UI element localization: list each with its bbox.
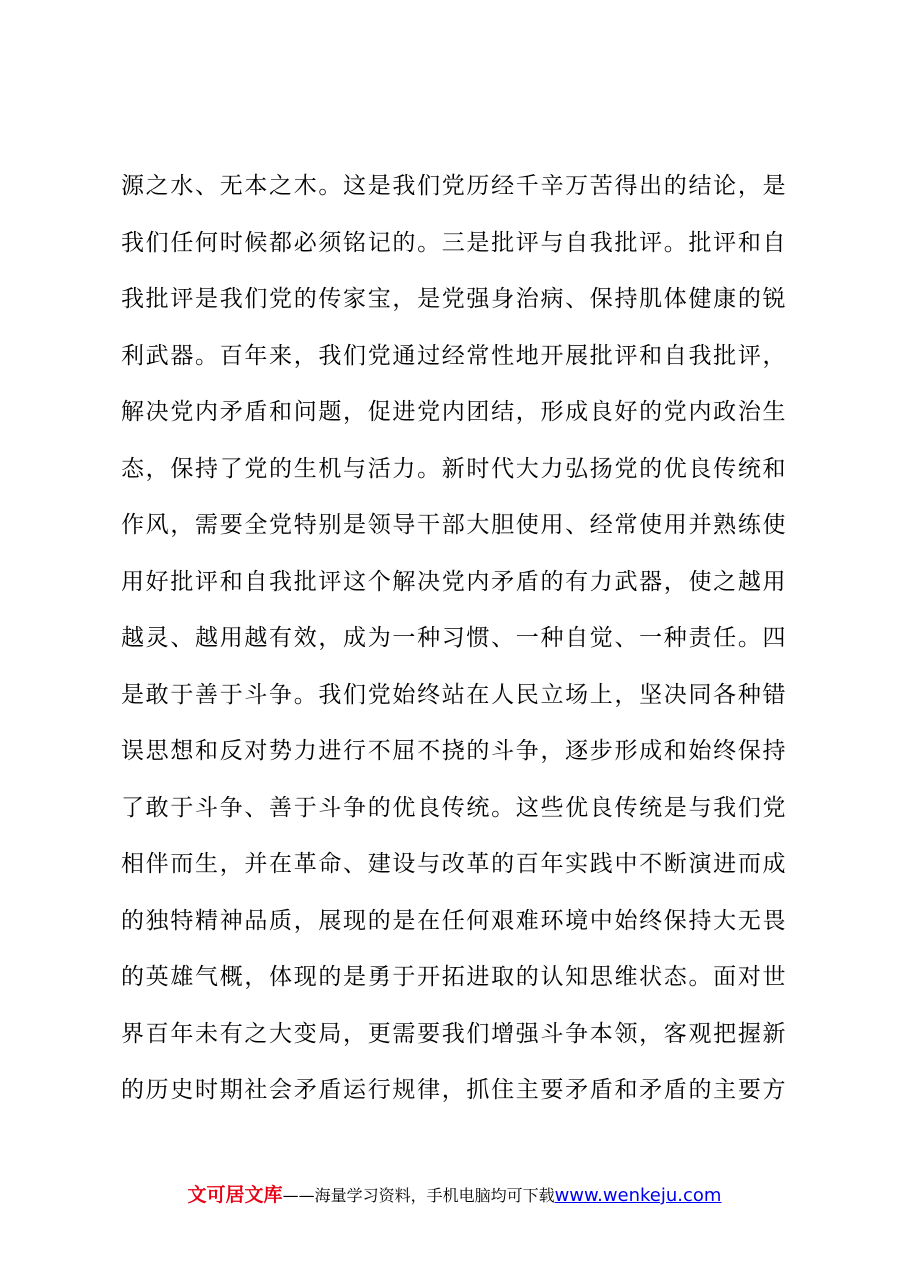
text-line: 源之水、无本之木。这是我们党历经千辛万苦得出的结论，是 [121, 173, 786, 199]
text-line: 的历史时期社会矛盾运行规律，抓住主要矛盾和矛盾的主要方 [121, 1077, 786, 1103]
text-line: 作风，需要全党特别是领导干部大胆使用、经常使用并熟练使 [121, 512, 786, 538]
text-line: 我批评是我们党的传家宝，是党强身治病、保持肌体健康的锐 [121, 286, 786, 312]
text-line: 态，保持了党的生机与活力。新时代大力弘扬党的优良传统和 [121, 455, 786, 482]
text-line: 的英雄气概，体现的是勇于开拓进取的认知思维状态。面对世 [121, 964, 786, 990]
text-line: 越灵、越用越有效，成为一种习惯、一种自觉、一种责任。四 [121, 625, 786, 651]
footer-brand: 文可居文库 [187, 1184, 283, 1206]
text-line: 界百年未有之大变局，更需要我们增强斗争本领，客观把握新 [121, 1020, 786, 1047]
footer-tagline: ——海量学习资料，手机电脑均可下载 [282, 1186, 555, 1205]
text-line: 相伴而生，并在革命、建设与改革的百年实践中不断演进而成 [121, 851, 786, 877]
text-line: 了敢于斗争、善于斗争的优良传统。这些优良传统是与我们党 [121, 794, 786, 821]
page-footer [0, 1180, 909, 1207]
text-line: 利武器。百年来，我们党通过经常性地开展批评和自我批评， [121, 342, 786, 369]
text-line: 用好批评和自我批评这个解决党内矛盾的有力武器，使之越用 [121, 568, 786, 595]
footer-website-link[interactable]: www.wenkeju.com [554, 1185, 722, 1206]
text-line: 的独特精神品质，展现的是在任何艰难环境中始终保持大无畏 [121, 907, 786, 934]
text-line: 我们任何时候都必须铭记的。三是批评与自我批评。批评和自 [121, 229, 786, 256]
text-line: 误思想和反对势力进行不屈不挠的斗争，逐步形成和始终保持 [121, 738, 786, 764]
text-line: 解决党内矛盾和问题，促进党内团结，形成良好的党内政治生 [121, 399, 786, 425]
text-line: 是敢于善于斗争。我们党始终站在人民立场上，坚决同各种错 [121, 681, 786, 708]
body-text [121, 164, 786, 1125]
